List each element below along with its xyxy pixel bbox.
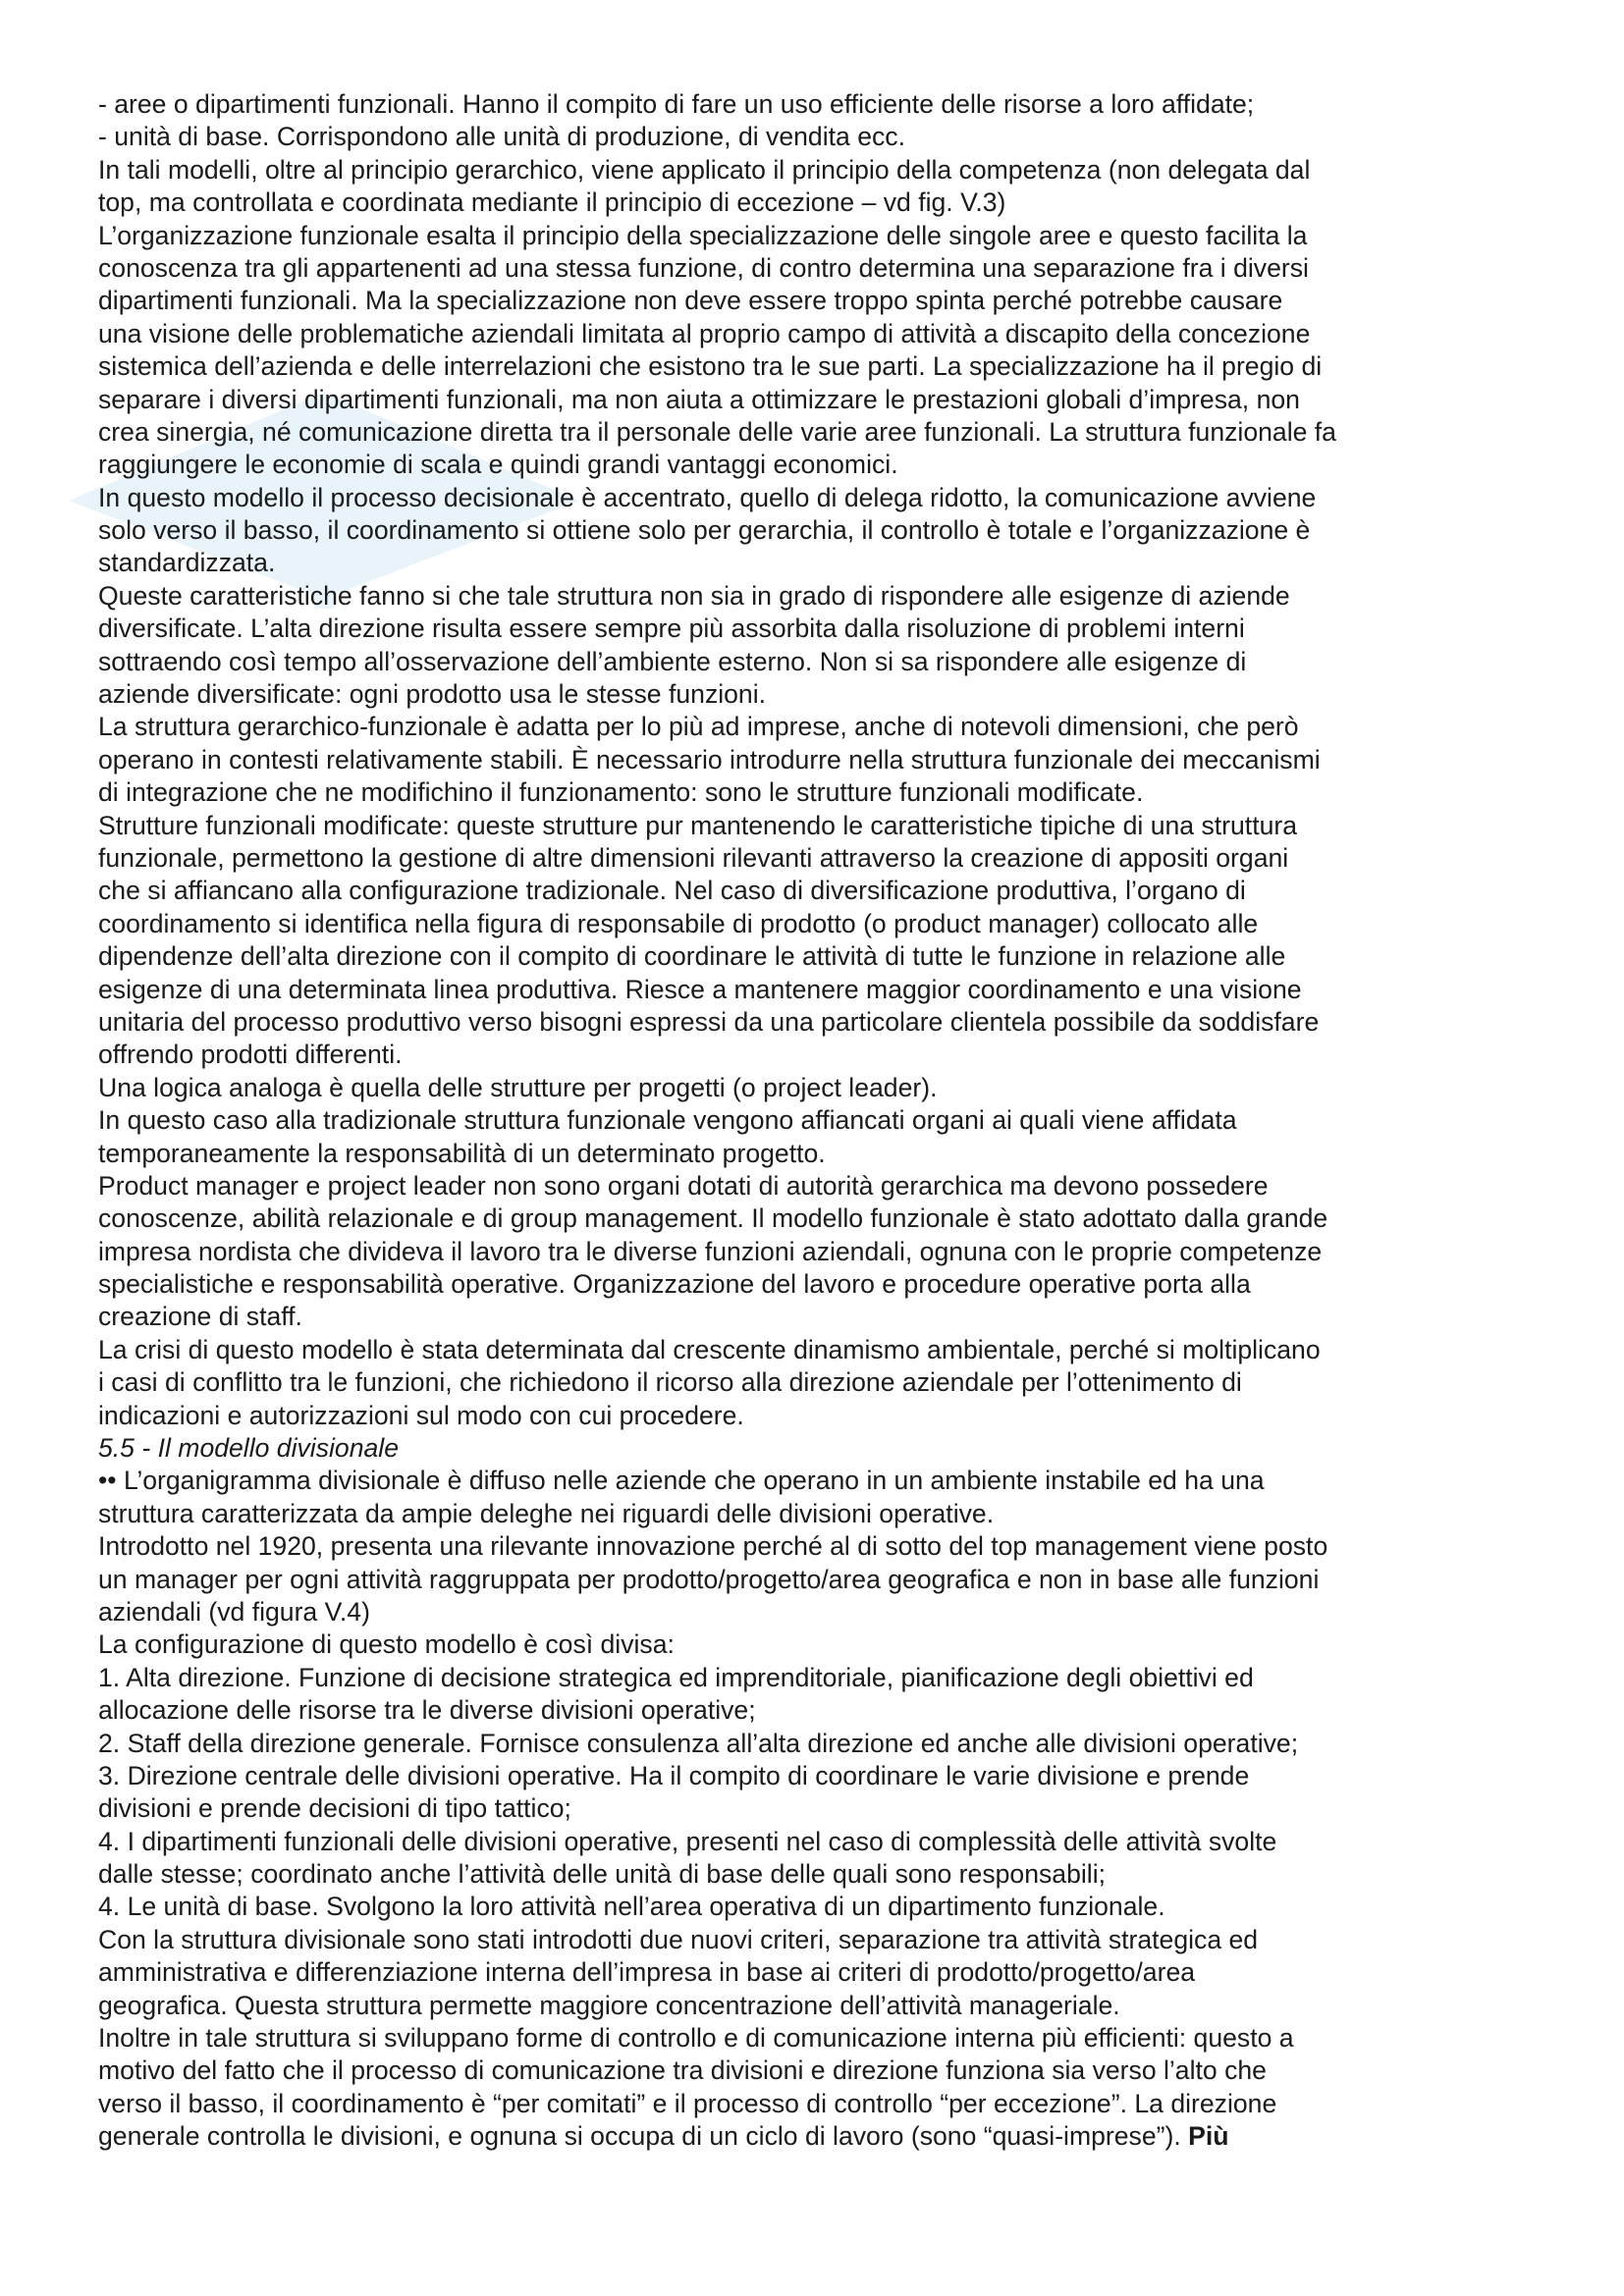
text-line: In questo caso alla tradizionale struttura funzionale vengono affiancati organi ai quali viene affidata bbox=[98, 1105, 1237, 1136]
text-line: divisioni e prende decisioni di tipo tattico; bbox=[98, 1793, 571, 1824]
text-line: conoscenze, abilità relazionale e di group management. Il modello funzionale è stato adottato dalla grande bbox=[98, 1203, 1328, 1234]
text-line: offrendo prodotti differenti. bbox=[98, 1040, 403, 1070]
text-line: Con la struttura divisionale sono stati introdotti due nuovi criteri, separazione tra attività strategica ed bbox=[98, 1924, 1259, 1954]
text-line: operano in contesti relativamente stabili. È necessario introdurre nella struttura funzionale dei meccanismi bbox=[98, 744, 1321, 774]
text-line: motivo del fatto che il processo di comunicazione tra divisioni e direzione funziona sia verso l’alto che bbox=[98, 2056, 1267, 2086]
text-line: funzionale, permettono la gestione di altre dimensioni rilevanti attraverso la creazione di appositi organi bbox=[98, 842, 1289, 873]
text-line: •• L’organigramma divisionale è diffuso nelle aziende che operano in un ambiente instabile ed ha una bbox=[98, 1466, 1265, 1496]
text-line: crea sinergia, né comunicazione diretta tra il personale delle varie aree funzionali. La struttura funzionale fa bbox=[98, 416, 1336, 447]
text-line: - aree o dipartimenti funzionali. Hanno il compito di fare un uso efficiente delle risorse a loro affidate; bbox=[98, 89, 1255, 119]
text-line: 2. Staff della direzione generale. Fornisce consulenza all’alta direzione ed anche alle divisioni operative; bbox=[98, 1728, 1299, 1758]
text-line: L’organizzazione funzionale esalta il principio della specializzazione delle singole aree e questo facilita la bbox=[98, 220, 1308, 250]
text-line: un manager per ogni attività raggruppata per prodotto/progetto/area geografica e non in base alle funzioni bbox=[98, 1564, 1320, 1594]
text-line: dalle stesse; coordinato anche l’attività delle unità di base delle quali sono responsabili; bbox=[98, 1859, 1106, 1890]
text-line: Introdotto nel 1920, presenta una rilevante innovazione perché al di sotto del top management viene posto bbox=[98, 1531, 1328, 1562]
text-line: Strutture funzionali modificate: queste strutture pur mantenendo le caratteristiche tipiche di una struttura bbox=[98, 810, 1298, 840]
text-line: In tali modelli, oltre al principio gerarchico, viene applicato il principio della competenza (non delegata dal bbox=[98, 154, 1311, 185]
text-line: dipendenze dell’alta direzione con il compito di coordinare le attività di tutte le funzione in relazione alle bbox=[98, 941, 1286, 972]
text-line: dipartimenti funzionali. Ma la specializzazione non deve essere troppo spinta perché potrebbe causare bbox=[98, 286, 1283, 316]
text-line: indicazioni e autorizzazioni sul modo con cui procedere. bbox=[98, 1400, 744, 1430]
text-line: Inoltre in tale struttura si sviluppano forme di controllo e di comunicazione interna più efficienti: questo a bbox=[98, 2023, 1294, 2054]
text-line: In questo modello il processo decisionale è accentrato, quello di delega ridotto, la comunicazione avviene bbox=[98, 482, 1317, 512]
paragraph-block-divisional-model bbox=[98, 1465, 1502, 2120]
paragraph-block-functional-structure bbox=[98, 88, 1502, 1432]
text-line: allocazione delle risorse tra le diverse divisioni operative; bbox=[98, 1695, 756, 1726]
text-line: standardizzata. bbox=[98, 548, 276, 578]
text-line: esigenze di una determinata linea produttiva. Riesce a mantenere maggior coordinamento e una visione bbox=[98, 974, 1302, 1004]
text-line: 1. Alta direzione. Funzione di decisione strategica ed imprenditoriale, pianificazione degli obiettivi ed bbox=[98, 1662, 1254, 1692]
text-line: verso il basso, il coordinamento è “per comitati” e il processo di controllo “per eccezione”. La direzione bbox=[98, 2088, 1277, 2118]
text-line: creazione di staff. bbox=[98, 1302, 302, 1332]
text-line: unitaria del processo produttivo verso bisogni espressi da una particolare clientela possibile da soddisfare bbox=[98, 1006, 1320, 1037]
text-line: Product manager e project leader non sono organi dotati di autorità gerarchica ma devono possedere bbox=[98, 1170, 1269, 1201]
text-line: Queste caratteristiche fanno si che tale struttura non sia in grado di rispondere alle esigenze di aziende bbox=[98, 580, 1290, 611]
text-line: amministrativa e differenziazione interna dell’impresa in base ai criteri di prodotto/progetto/area bbox=[98, 1957, 1196, 1988]
text-line: 4. I dipartimenti funzionali delle divisioni operative, presenti nel caso di complessità delle attività svolte bbox=[98, 1826, 1277, 1856]
text-line: temporaneamente la responsabilità di un determinato progetto. bbox=[98, 1138, 826, 1168]
text-line: Una logica analoga è quella delle strutture per progetti (o project leader). bbox=[98, 1072, 938, 1102]
text-line: diversificate. L’alta direzione risulta essere sempre più assorbita dalla risoluzione di problemi interni bbox=[98, 614, 1245, 644]
document-body bbox=[98, 88, 1502, 2154]
text-line: aziende diversificate: ogni prodotto usa le stesse funzioni. bbox=[98, 679, 767, 710]
text-line: i casi di conflitto tra le funzioni, che richiedono il ricorso alla direzione aziendale per l’ottenimento di bbox=[98, 1367, 1242, 1398]
text-line: specialistiche e responsabilità operative. Organizzazione del lavoro e procedure operative porta alla bbox=[98, 1269, 1251, 1300]
text-line: La configurazione di questo modello è così divisa: bbox=[98, 1629, 675, 1660]
text-line: raggiungere le economie di scala e quindi grandi vantaggi economici. bbox=[98, 450, 898, 480]
text-line: separare i diversi dipartimenti funzionali, ma non aiuta a ottimizzare le prestazioni globali d’impresa, non bbox=[98, 384, 1300, 414]
text-line: sistemica dell’azienda e delle interrelazioni che esistono tra le sue parti. La specializzazione ha il pregio di bbox=[98, 351, 1323, 382]
text-line: La struttura gerarchico-funzionale è adatta per lo più ad imprese, anche di notevoli dimensioni, che però bbox=[98, 712, 1299, 742]
text-line: sottraendo così tempo all’osservazione dell’ambiente esterno. Non si sa rispondere alle esigenze di bbox=[98, 646, 1247, 676]
text-line: solo verso il basso, il coordinamento si ottiene solo per gerarchia, il controllo è totale e l’organizzazione è bbox=[98, 515, 1311, 546]
text-line: 4. Le unità di base. Svolgono la loro attività nell’area operativa di un dipartimento funzionale. bbox=[98, 1892, 1165, 1922]
section-heading: 5.5 - Il modello divisionale bbox=[98, 1433, 399, 1464]
text-line: impresa nordista che divideva il lavoro tra le diverse funzioni aziendali, ognuna con le proprie competenze bbox=[98, 1236, 1323, 1266]
text-line: top, ma controllata e coordinata mediante il principio di eccezione – vd fig. V.3) bbox=[98, 187, 1006, 218]
text-line: aziendali (vd figura V.4) bbox=[98, 1596, 370, 1627]
text-line: coordinamento si identifica nella figura di responsabile di prodotto (o product manager) collocato alle bbox=[98, 908, 1259, 938]
text-line: che si affiancano alla configurazione tradizionale. Nel caso di diversificazione produttiva, l’organo di bbox=[98, 876, 1246, 906]
text-line: La crisi di questo modello è stata determinata dal crescente dinamismo ambientale, perché si moltiplicano bbox=[98, 1334, 1321, 1364]
text-line: una visione delle problematiche aziendali limitata al proprio campo di attività a discapito della concezione bbox=[98, 318, 1311, 348]
text-line: conoscenza tra gli appartenenti ad una stessa funzione, di contro determina una separazione fra i diversi bbox=[98, 252, 1309, 283]
last-line-text: generale controlla le divisioni, e ognuna si occupa di un ciclo di lavoro (sono “quasi-imprese”). bbox=[98, 2121, 1181, 2152]
text-line: geografica. Questa struttura permette maggiore concentrazione dell’attività manageriale. bbox=[98, 1990, 1120, 2020]
text-line: - unità di base. Corrispondono alle unità di produzione, di vendita ecc. bbox=[98, 122, 905, 152]
text-line: di integrazione che ne modifichino il funzionamento: sono le strutture funzionali modificate. bbox=[98, 777, 1144, 808]
text-line-last bbox=[98, 2120, 1502, 2153]
text-line: struttura caratterizzata da ampie deleghe nei riguardi delle divisioni operative. bbox=[98, 1498, 995, 1528]
text-line: 3. Direzione centrale delle divisioni operative. Ha il compito di coordinare le varie divisione e prende bbox=[98, 1760, 1250, 1790]
last-line-bold: Più bbox=[1188, 2121, 1229, 2152]
